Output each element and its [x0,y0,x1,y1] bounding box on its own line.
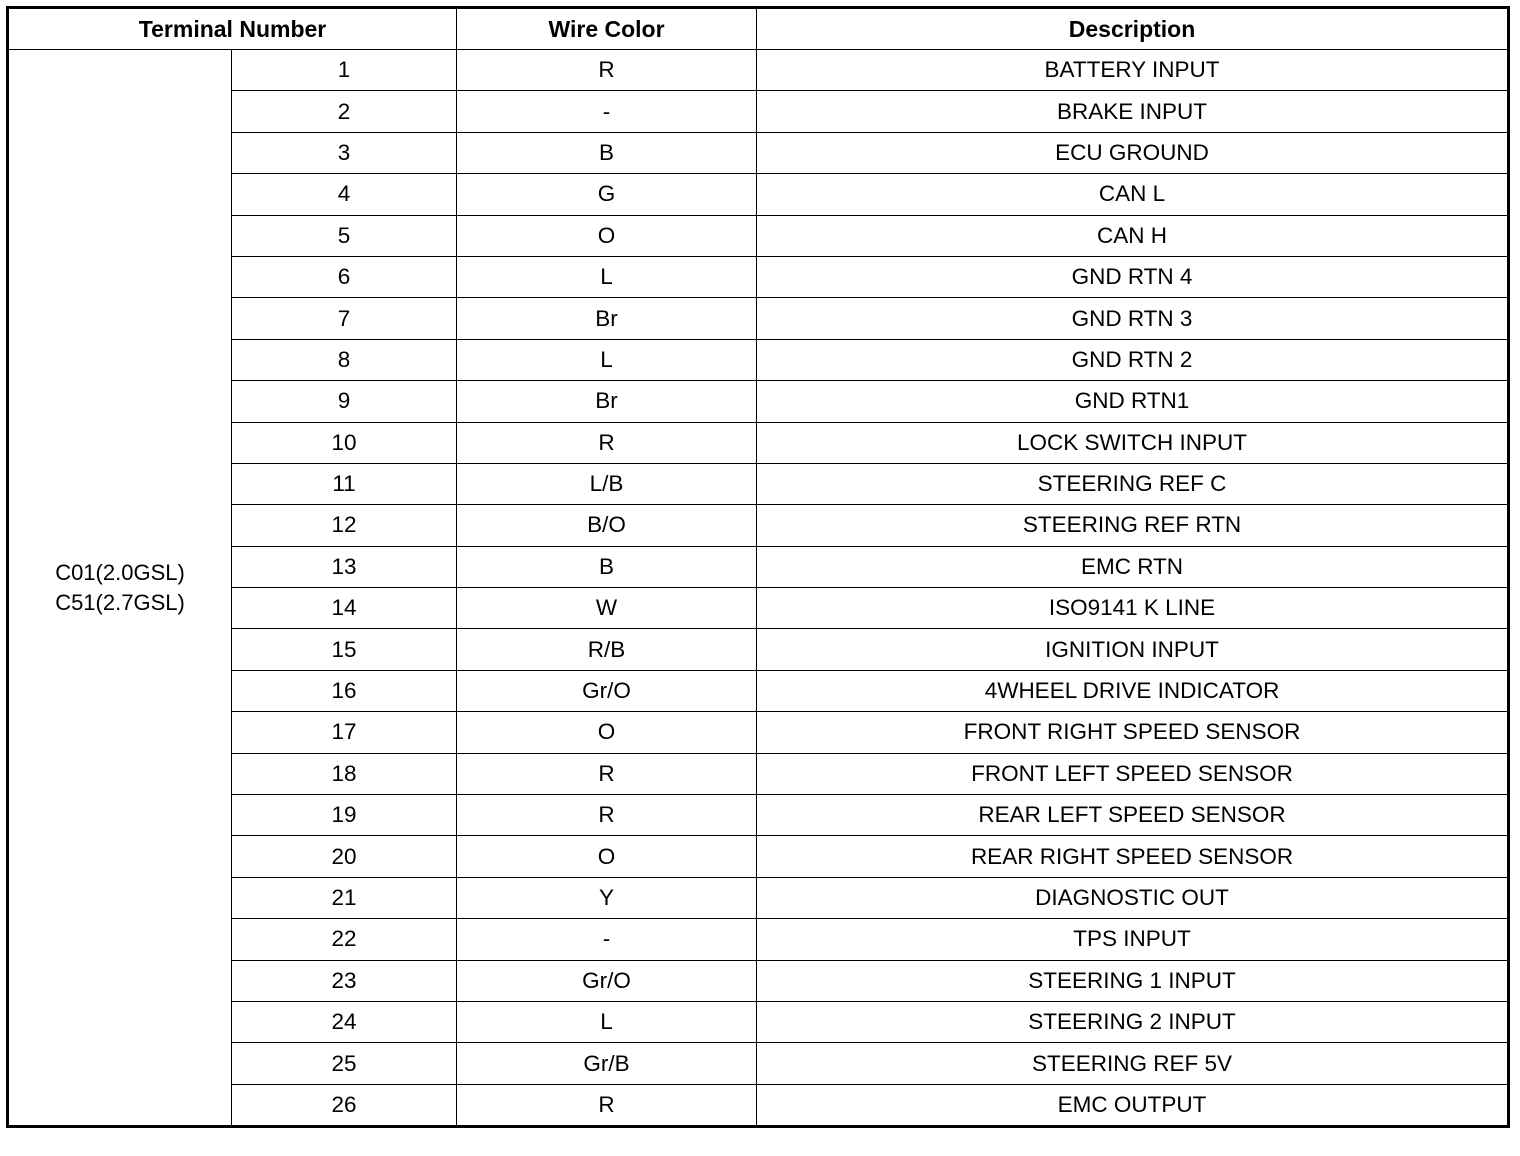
wire-color-cell: R [457,50,757,91]
table-row [8,422,1509,463]
connector-id-line: C01(2.0GSL) [55,559,185,585]
terminal-cell: 1 [232,50,457,91]
wire-color-cell: O [457,215,757,256]
description-cell: FRONT LEFT SPEED SENSOR [757,753,1509,794]
description-cell: ISO9141 K LINE [757,588,1509,629]
terminal-cell: 19 [232,795,457,836]
table-row [8,836,1509,877]
table-row [8,298,1509,339]
description-cell: TPS INPUT [757,919,1509,960]
description-cell: STEERING REF 5V [757,1043,1509,1084]
description-cell: BATTERY INPUT [757,50,1509,91]
terminal-cell: 3 [232,132,457,173]
table-row [8,256,1509,297]
wire-color-cell: W [457,588,757,629]
terminal-cell: 26 [232,1084,457,1126]
description-cell: REAR RIGHT SPEED SENSOR [757,836,1509,877]
description-cell: GND RTN1 [757,381,1509,422]
table-row [8,877,1509,918]
table-row [8,50,1509,91]
description-cell: IGNITION INPUT [757,629,1509,670]
terminal-cell: 22 [232,919,457,960]
description-cell: GND RTN 3 [757,298,1509,339]
description-cell: CAN H [757,215,1509,256]
wire-color-cell: L [457,1001,757,1042]
description-cell: GND RTN 4 [757,256,1509,297]
terminal-cell: 14 [232,588,457,629]
table-row [8,132,1509,173]
connector-id-line: C51(2.7GSL) [55,589,185,615]
wire-color-cell: - [457,91,757,132]
description-header: Description [757,8,1509,50]
table-row [8,174,1509,215]
table-row [8,712,1509,753]
wire-color-cell: Br [457,298,757,339]
wire-color-cell: O [457,712,757,753]
terminal-cell: 5 [232,215,457,256]
description-cell: FRONT RIGHT SPEED SENSOR [757,712,1509,753]
description-cell: CAN L [757,174,1509,215]
table-row [8,960,1509,1001]
terminal-number-header: Terminal Number [8,8,457,50]
description-cell: EMC OUTPUT [757,1084,1509,1126]
table-row [8,1043,1509,1084]
table-row [8,1001,1509,1042]
wire-color-header: Wire Color [457,8,757,50]
description-cell: DIAGNOSTIC OUT [757,877,1509,918]
wire-color-cell: R [457,1084,757,1126]
terminal-cell: 7 [232,298,457,339]
terminal-cell: 12 [232,505,457,546]
table-row [8,1084,1509,1126]
wire-color-cell: - [457,919,757,960]
terminal-cell: 15 [232,629,457,670]
description-cell: BRAKE INPUT [757,91,1509,132]
table-row [8,91,1509,132]
wire-color-cell: B/O [457,505,757,546]
wire-color-cell: R [457,795,757,836]
table-row [8,215,1509,256]
terminal-cell: 8 [232,339,457,380]
wire-color-cell: R/B [457,629,757,670]
table-row [8,919,1509,960]
description-cell: STEERING 2 INPUT [757,1001,1509,1042]
terminal-cell: 10 [232,422,457,463]
description-cell: STEERING 1 INPUT [757,960,1509,1001]
wire-color-cell: Gr/O [457,960,757,1001]
terminal-cell: 2 [232,91,457,132]
terminal-cell: 11 [232,463,457,504]
table-row [8,546,1509,587]
table-row [8,588,1509,629]
table-row [8,753,1509,794]
wire-color-cell: Y [457,877,757,918]
terminal-cell: 21 [232,877,457,918]
description-cell: EMC RTN [757,546,1509,587]
wire-color-cell: Gr/B [457,1043,757,1084]
wire-color-cell: Br [457,381,757,422]
wire-color-cell: Gr/O [457,670,757,711]
table-row [8,670,1509,711]
terminal-cell: 23 [232,960,457,1001]
connector-id-cell [8,50,232,1127]
header-row [8,8,1509,50]
terminal-cell: 4 [232,174,457,215]
wire-color-cell: B [457,546,757,587]
description-cell: GND RTN 2 [757,339,1509,380]
terminal-cell: 6 [232,256,457,297]
description-cell: REAR LEFT SPEED SENSOR [757,795,1509,836]
wire-color-cell: L/B [457,463,757,504]
terminal-cell: 13 [232,546,457,587]
terminal-cell: 9 [232,381,457,422]
table-row [8,381,1509,422]
description-cell: LOCK SWITCH INPUT [757,422,1509,463]
table-row [8,505,1509,546]
wire-color-cell: R [457,422,757,463]
terminal-cell: 17 [232,712,457,753]
wire-color-cell: G [457,174,757,215]
terminal-cell: 25 [232,1043,457,1084]
description-cell: 4WHEEL DRIVE INDICATOR [757,670,1509,711]
wire-color-cell: L [457,339,757,380]
table-row [8,629,1509,670]
table-row [8,795,1509,836]
pinout-body [8,50,1509,1127]
table-row [8,339,1509,380]
description-cell: STEERING REF RTN [757,505,1509,546]
terminal-cell: 24 [232,1001,457,1042]
description-cell: STEERING REF C [757,463,1509,504]
terminal-cell: 18 [232,753,457,794]
wire-color-cell: O [457,836,757,877]
terminal-cell: 16 [232,670,457,711]
table-row [8,463,1509,504]
connector-pinout-table [6,6,1510,1128]
wire-color-cell: B [457,132,757,173]
terminal-cell: 20 [232,836,457,877]
wire-color-cell: R [457,753,757,794]
wire-color-cell: L [457,256,757,297]
description-cell: ECU GROUND [757,132,1509,173]
